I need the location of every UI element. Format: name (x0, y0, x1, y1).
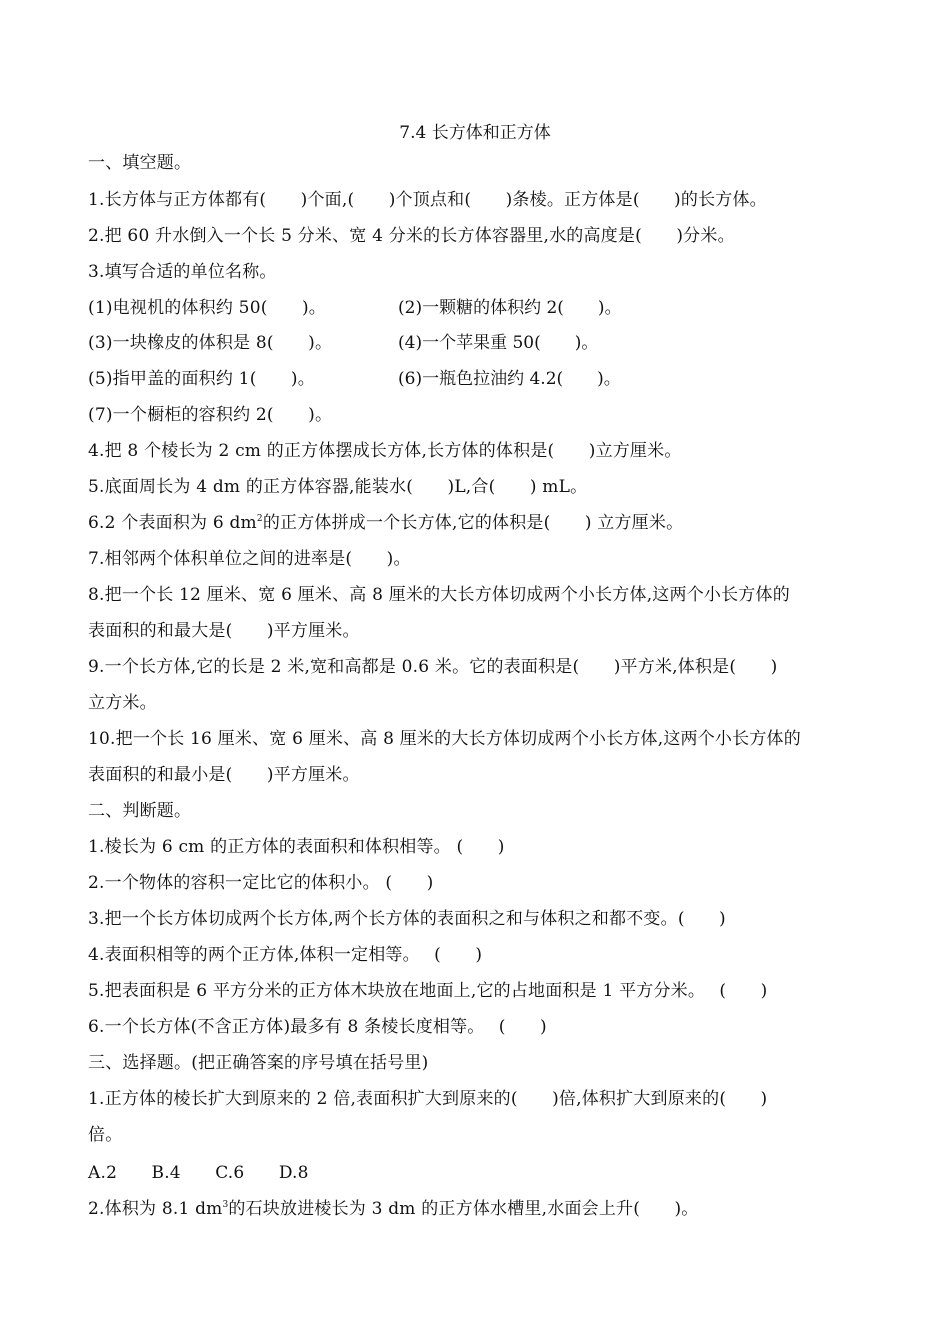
fill-question-1: 1.长方体与正方体都有( )个面,( )个顶点和( )条棱。正方体是( )的长方体。 (88, 190, 767, 210)
fill-question-10-line-2: 表面积的和最小是( )平方厘米。 (88, 765, 360, 785)
fill-question-8-line-2: 表面积的和最大是( )平方厘米。 (88, 621, 360, 641)
fill-question-5: 5.底面周长为 4 dm 的正方体容器,能装水( )L,合( ) mL。 (88, 477, 588, 497)
unit-item-2: (2)一颗糖的体积约 2( )。 (398, 298, 622, 318)
judge-question-6: 6.一个长方体(不含正方体)最多有 8 条棱长度相等。 ( ) (88, 1017, 547, 1037)
unit-item-4: (4)一个苹果重 50( )。 (398, 333, 599, 353)
fill-question-2: 2.把 60 升水倒入一个长 5 分米、宽 4 分米的长方体容器里,水的高度是( )分米。 (88, 226, 735, 246)
superscript: 3 (222, 1200, 229, 1210)
choice-question-2-part-a: 2.体积为 8.1 dm (88, 1199, 223, 1219)
section-heading-multiple-choice: 三、选择题。(把正确答案的序号填在括号里) (88, 1053, 429, 1073)
choice-question-2-part-b: 的石块放进棱长为 3 dm 的正方体水槽里,水面会上升( )。 (228, 1199, 699, 1219)
choice-question-1-options: A.2 B.4 C.6 D.8 (88, 1163, 309, 1183)
fill-question-4: 4.把 8 个棱长为 2 cm 的正方体摆成长方体,长方体的体积是( )立方厘米。 (88, 441, 682, 461)
page-title: 7.4 长方体和正方体 (399, 123, 551, 143)
fill-question-6-part-a: 6.2 个表面积为 6 dm (88, 513, 257, 533)
unit-item-6: (6)一瓶色拉油约 4.2( )。 (398, 369, 621, 389)
choice-question-1-line-2: 倍。 (88, 1125, 123, 1145)
unit-item-5: (5)指甲盖的面积约 1( )。 (88, 369, 315, 389)
judge-question-5: 5.把表面积是 6 平方分米的正方体木块放在地面上,它的占地面积是 1 平方分米。 ( ) (88, 981, 768, 1001)
fill-question-9-line-1: 9.一个长方体,它的长是 2 米,宽和高都是 0.6 米。它的表面积是( )平方米,体积是( ) (88, 657, 778, 677)
fill-question-9-line-2: 立方米。 (88, 693, 157, 713)
section-heading-fill-blank: 一、填空题。 (88, 153, 192, 173)
fill-question-10-line-1: 10.把一个长 16 厘米、宽 6 厘米、高 8 厘米的大长方体切成两个小长方体,这两个小长方体的 (88, 729, 801, 749)
choice-question-1-line-1: 1.正方体的棱长扩大到原来的 2 倍,表面积扩大到原来的( )倍,体积扩大到原来的( ) (88, 1089, 768, 1109)
unit-item-7: (7)一个橱柜的容积约 2( )。 (88, 405, 333, 425)
fill-question-3: 3.填写合适的单位名称。 (88, 262, 277, 282)
superscript: 2 (256, 514, 263, 524)
fill-question-8-line-1: 8.把一个长 12 厘米、宽 6 厘米、高 8 厘米的大长方体切成两个小长方体,这两个小长方体的 (88, 585, 790, 605)
section-heading-true-false: 二、判断题。 (88, 801, 192, 821)
judge-question-3: 3.把一个长方体切成两个长方体,两个长方体的表面积之和与体积之和都不变。( ) (88, 909, 726, 929)
choice-question-2 (88, 1198, 699, 1220)
judge-question-1: 1.棱长为 6 cm 的正方体的表面积和体积相等。 ( ) (88, 837, 505, 857)
unit-item-1: (1)电视机的体积约 50( )。 (88, 298, 326, 318)
fill-question-6-part-b: 的正方体拼成一个长方体,它的体积是( ) 立方厘米。 (262, 513, 684, 533)
judge-question-2: 2.一个物体的容积一定比它的体积小。 ( ) (88, 873, 434, 893)
unit-item-3: (3)一块橡皮的体积是 8( )。 (88, 333, 333, 353)
fill-question-7: 7.相邻两个体积单位之间的进率是( )。 (88, 549, 411, 569)
fill-question-6 (88, 512, 683, 534)
judge-question-4: 4.表面积相等的两个正方体,体积一定相等。 ( ) (88, 945, 483, 965)
